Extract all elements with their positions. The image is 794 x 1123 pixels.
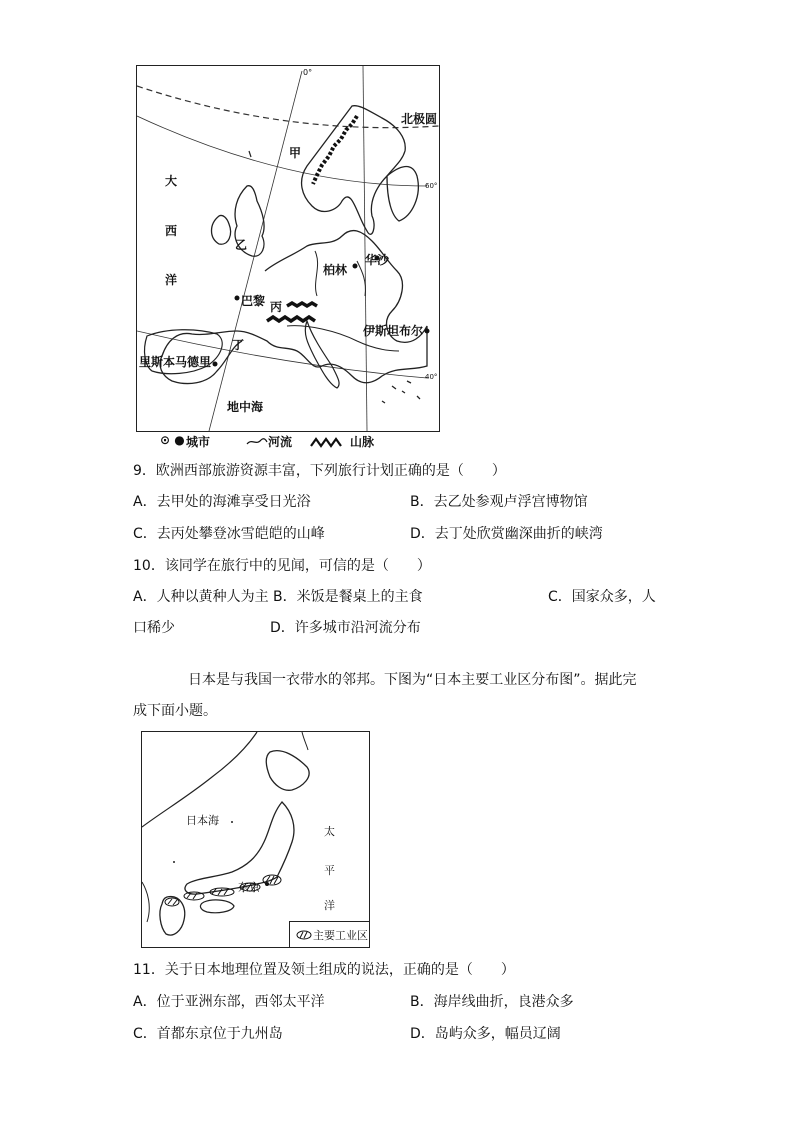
atlantic-label-1: 大 <box>165 174 178 188</box>
city-legend-label: 城市 <box>186 435 211 449</box>
mountain-legend-icon <box>310 436 350 448</box>
rhine-river <box>315 251 318 296</box>
q10-option-c-part1[interactable]: C．国家众多，人 <box>548 589 656 605</box>
lat60-label: 60° <box>425 182 438 190</box>
q11-option-a[interactable]: A．位于亚洲东部，西邻太平洋 <box>133 994 325 1010</box>
tokyo-label: 东京 <box>238 881 260 894</box>
lat40-label: 40° <box>425 373 438 381</box>
korea-coast <box>142 882 149 922</box>
q9-stem: 9．欧洲西部旅游资源丰富，下列旅行计划正确的是（ ） <box>133 463 506 479</box>
q9-option-a[interactable]: A．去甲处的海滩享受日光浴 <box>133 494 311 510</box>
arctic-circle-label: 北极圆 <box>401 112 438 126</box>
alps-mountains-2 <box>287 303 317 306</box>
q10-option-ab[interactable]: A．人种以黄种人为主 B．米饭是餐桌上的主食 <box>133 589 423 605</box>
q10-stem: 10．该同学在旅行中的见闻，可信的是（ ） <box>133 558 431 574</box>
paris-dot <box>235 296 240 301</box>
north-islands <box>302 732 308 750</box>
small-island-mark <box>249 151 251 157</box>
kyushu <box>160 897 185 935</box>
hokkaido <box>266 751 309 791</box>
lat60-line <box>137 116 427 186</box>
q11-option-c[interactable]: C．首都东京位于九州岛 <box>133 1026 283 1042</box>
japan-map-legend <box>289 921 370 948</box>
bing-label: 丙 <box>270 300 283 314</box>
mediterranean-label: 地中海 <box>227 400 264 414</box>
ireland <box>212 215 231 244</box>
pacific-label-2: 平 <box>324 864 335 877</box>
q11-stem: 11．关于日本地理位置及领土组成的说法，正确的是（ ） <box>133 962 515 978</box>
intro-line-2: 成下面小题。 <box>133 703 217 719</box>
arctic-circle-line <box>137 86 439 128</box>
japan-map <box>141 731 370 948</box>
pacific-label-3: 洋 <box>324 899 335 912</box>
atlantic-label-3: 洋 <box>165 273 178 287</box>
lon0-label: 0° <box>303 68 313 77</box>
q9-option-c[interactable]: C．去丙处攀登冰雪皑皑的山峰 <box>133 526 325 542</box>
scandinavia-coast <box>302 106 406 235</box>
ding-label: 丁 <box>232 338 245 352</box>
europe-map-drawing <box>137 66 439 431</box>
paris-label: 巴黎 <box>241 294 266 308</box>
sea-of-japan-label: 日本海 <box>186 814 219 827</box>
greece-islands <box>382 381 420 403</box>
warsaw-label: 华沙 <box>365 253 390 267</box>
europe-map-legend <box>160 433 420 449</box>
italy <box>305 321 339 388</box>
pacific-label-1: 太 <box>324 825 335 838</box>
prime-meridian <box>209 71 302 431</box>
q9-option-d[interactable]: D．去丁处欣赏幽深曲折的峡湾 <box>410 526 603 542</box>
industrial-zone-legend-icon <box>296 930 312 940</box>
istanbul-dot <box>425 329 430 334</box>
jia-label: 甲 <box>289 146 302 160</box>
berlin-label: 柏林 <box>323 263 348 277</box>
finland-coast <box>387 167 418 221</box>
istanbul-label: 伊斯坦布尔 <box>363 324 424 338</box>
q10-option-c-part2[interactable]: 口稀少 <box>133 620 175 636</box>
river-legend-icon <box>246 436 268 448</box>
industrial-zone-legend-label: 主要工业区 <box>313 929 368 942</box>
q11-option-b[interactable]: B．海岸线曲折，良港众多 <box>410 994 574 1010</box>
berlin-dot <box>353 264 358 269</box>
shikoku <box>200 900 234 913</box>
yi-label: 乙 <box>235 238 248 252</box>
city-legend-icon: ⊙ ● <box>160 433 185 447</box>
meridian-east <box>363 66 367 431</box>
madrid-dot <box>213 362 218 367</box>
intro-line-1: 日本是与我国一衣带水的邻邦。下图为“日本主要工业区分布图”。据此完 <box>188 672 637 688</box>
europe-map <box>136 65 440 432</box>
q11-option-d[interactable]: D．岛屿众多，幅员辽阔 <box>410 1026 561 1042</box>
mountain-legend-label: 山脉 <box>350 435 375 449</box>
japan-map-drawing <box>142 732 369 947</box>
tokyo-dot <box>265 882 269 886</box>
atlantic-label-2: 西 <box>165 224 178 238</box>
lisbon-madrid-label: 里斯本马德里 <box>139 355 212 369</box>
q9-option-b[interactable]: B．去乙处参观卢浮宫博物馆 <box>410 494 588 510</box>
q10-option-d[interactable]: D．许多城市沿河流分布 <box>270 620 421 636</box>
river-legend-label: 河流 <box>268 435 293 449</box>
alps-mountains <box>267 317 315 321</box>
